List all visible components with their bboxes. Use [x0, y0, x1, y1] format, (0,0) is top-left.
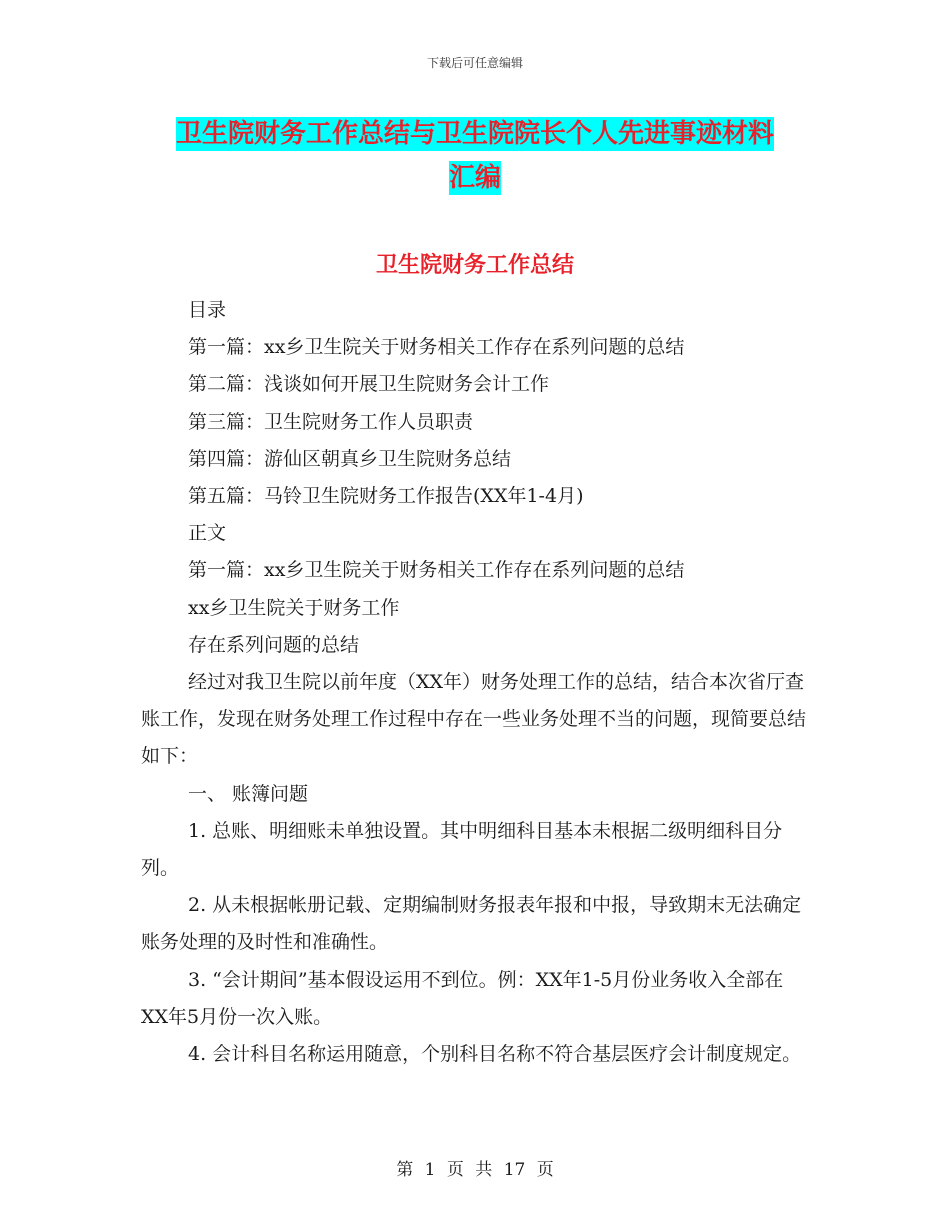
page-footer: 第 1 页 共 17 页: [396, 1160, 554, 1180]
section-title: 卫生院财务工作总结: [375, 253, 574, 278]
chapter-title: 第一篇：xx乡卫生院关于财务相关工作存在系列问题的总结: [188, 559, 685, 582]
toc-item: 第二篇：浅谈如何开展卫生院财务会计工作: [188, 373, 550, 396]
toc-item: 第五篇：马铃卫生院财务工作报告(XX年1-4月): [188, 485, 584, 508]
document-title-line1: 卫生院财务工作总结与卫生院院长个人先进事迹材料: [175, 119, 774, 149]
document-title-line2: 汇编: [448, 163, 501, 193]
chapter-subtitle-2: 存在系列问题的总结: [188, 633, 360, 656]
issue-item: 4. 会计科目名称运用随意，个别科目名称不符合基层医疗会计制度规定。: [188, 1043, 802, 1066]
body-heading: 正文: [188, 522, 227, 545]
toc-item: 第一篇：xx乡卫生院关于财务相关工作存在系列问题的总结: [188, 336, 685, 359]
header-note: 下载后可任意编辑: [426, 56, 523, 70]
document-title: [140, 112, 810, 200]
toc-item: 第四篇：游仙区朝真乡卫生院财务总结: [188, 447, 512, 470]
chapter-subtitle-1: xx乡卫生院关于财务工作: [188, 596, 400, 619]
document-body: [141, 292, 809, 1073]
toc-item: 第三篇：卫生院财务工作人员职责: [188, 410, 474, 433]
issue-item: 2. 从未根据帐册记载、定期编制财务报表年报和中报，导致期末无法确定账务处理的及时性和准确性。: [141, 894, 802, 954]
issue-item: 3. “会计期间”基本假设运用不到位。例：XX年1-5月份业务收入全部在XX年5月份一次入账。: [141, 968, 784, 1028]
toc-heading: 目录: [188, 299, 227, 321]
issue-item: 1. 总账、明细账未单独设置。其中明细科目基本未根据二级明细科目分列。: [141, 819, 783, 880]
issue-heading: 一、 账簿问题: [188, 782, 309, 805]
intro-paragraph: 经过对我卫生院以前年度（XX年）财务处理工作的总结，结合本次省厅查账工作，发现在财务处理工作过程中存在一些业务处理不当的问题，现简要总结如下：: [141, 671, 807, 768]
